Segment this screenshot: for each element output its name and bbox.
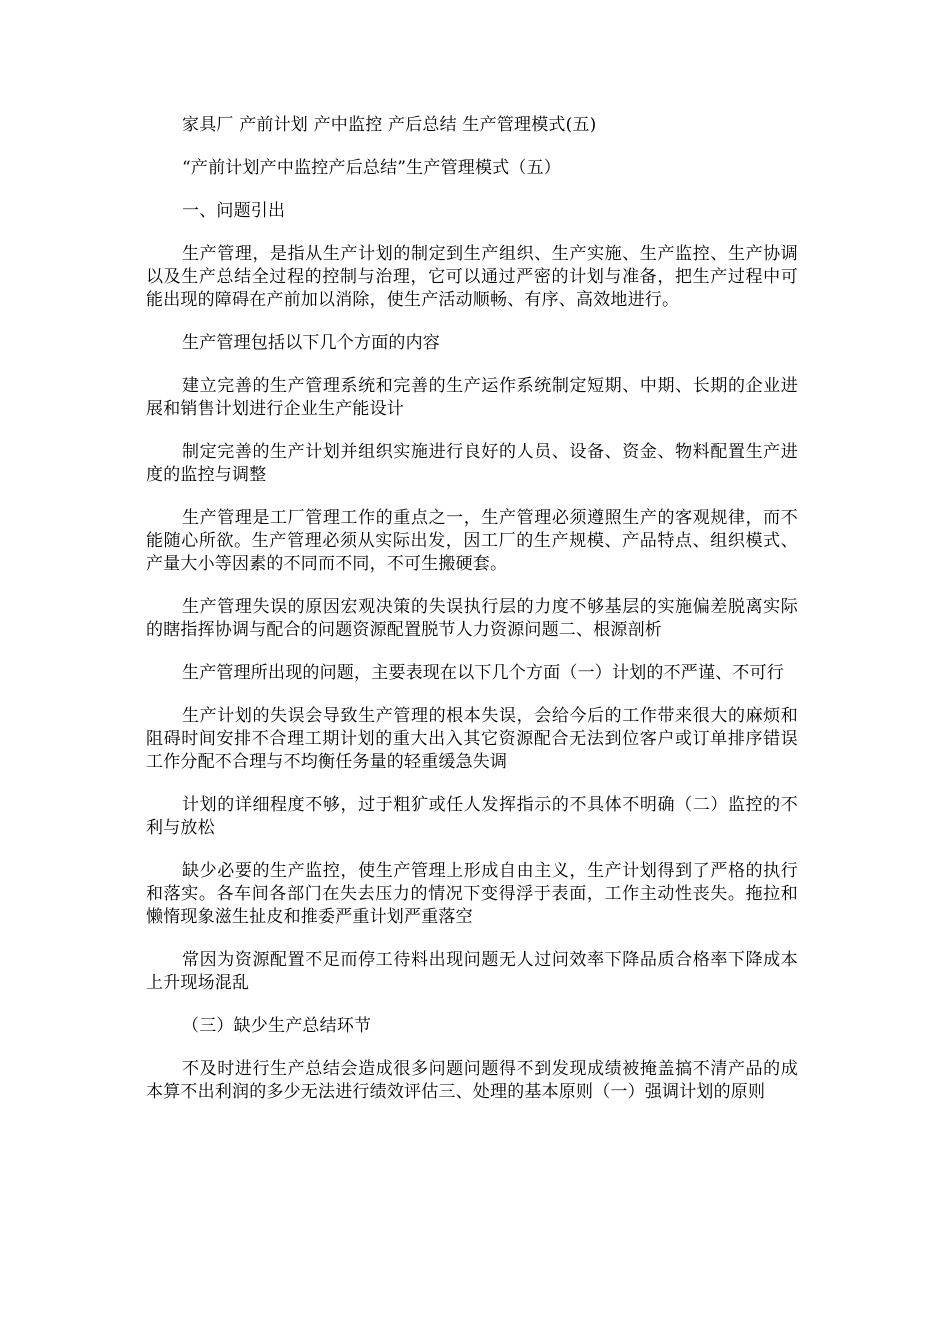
paragraph: 不及时进行生产总结会造成很多问题问题得不到发现成绩被掩盖搞不清产品的成本算不出利润的多少无法进行绩效评估三、处理的基本原则（一）强调计划的原则 bbox=[146, 1059, 798, 1102]
paragraph: 生产管理，是指从生产计划的制定到生产组织、生产实施、生产监控、生产协调以及生产总结全过程的控制与治理，它可以通过严密的计划与准备，把生产过程中可能出现的障碍在产前加以消除，使生产活动顺畅、有序、高效地进行。 bbox=[146, 244, 798, 310]
paragraph: 计划的详细程度不够，过于粗犷或任人发挥指示的不具体不明确（二）监控的不利与放松 bbox=[146, 795, 798, 838]
paragraph: 生产管理是工厂管理工作的重点之一，生产管理必须遵照生产的客观规律，而不能随心所欲。生产管理必须从实际出发，因工厂的生产规模、产品特点、组织模式、产量大小等因素的不同而不同，不可生搬硬套。 bbox=[146, 508, 798, 574]
paragraph: 生产管理包括以下几个方面的内容 bbox=[182, 333, 440, 353]
paragraph: 建立完善的生产管理系统和完善的生产运作系统制定短期、中期、长期的企业进展和销售计划进行企业生产能设计 bbox=[146, 376, 798, 419]
paragraph: 制定完善的生产计划并组织实施进行良好的人员、设备、资金、物料配置生产进度的监控与调整 bbox=[146, 442, 798, 485]
paragraph: 常因为资源配置不足而停工待料出现问题无人过问效率下降品质合格率下降成本上升现场混乱 bbox=[146, 950, 798, 993]
section-heading-summary: （三）缺少生产总结环节 bbox=[182, 1016, 372, 1036]
document-title: 家具厂 产前计划 产中监控 产后总结 生产管理模式(五) bbox=[182, 115, 597, 135]
paragraph: 生产计划的失误会导致生产管理的根本失误，会给今后的工作带来很大的麻烦和阻碍时间安排不合理工期计划的重大出入其它资源配合无法到位客户或订单排序错误工作分配不合理与不均衡任务量的轻重缓急失调 bbox=[146, 706, 798, 772]
section-heading-problem: 一、问题引出 bbox=[182, 201, 286, 221]
paragraph: 生产管理失误的原因宏观决策的失误执行层的力度不够基层的实施偏差脱离实际的瞎指挥协调与配合的问题资源配置脱节人力资源问题二、根源剖析 bbox=[146, 597, 798, 640]
document-body bbox=[146, 114, 798, 1124]
paragraph: 缺少必要的生产监控，使生产管理上形成自由主义，生产计划得到了严格的执行和落实。各车间各部门在失去压力的情况下变得浮于表面，工作主动性丧失。拖拉和懒惰现象滋生扯皮和推委严重计划严重落空 bbox=[146, 861, 798, 927]
paragraph: 生产管理所出现的问题，主要表现在以下几个方面（一）计划的不严谨、不可行 bbox=[182, 663, 784, 683]
document-subtitle: “产前计划产中监控产后总结”生产管理模式（五） bbox=[182, 158, 561, 178]
